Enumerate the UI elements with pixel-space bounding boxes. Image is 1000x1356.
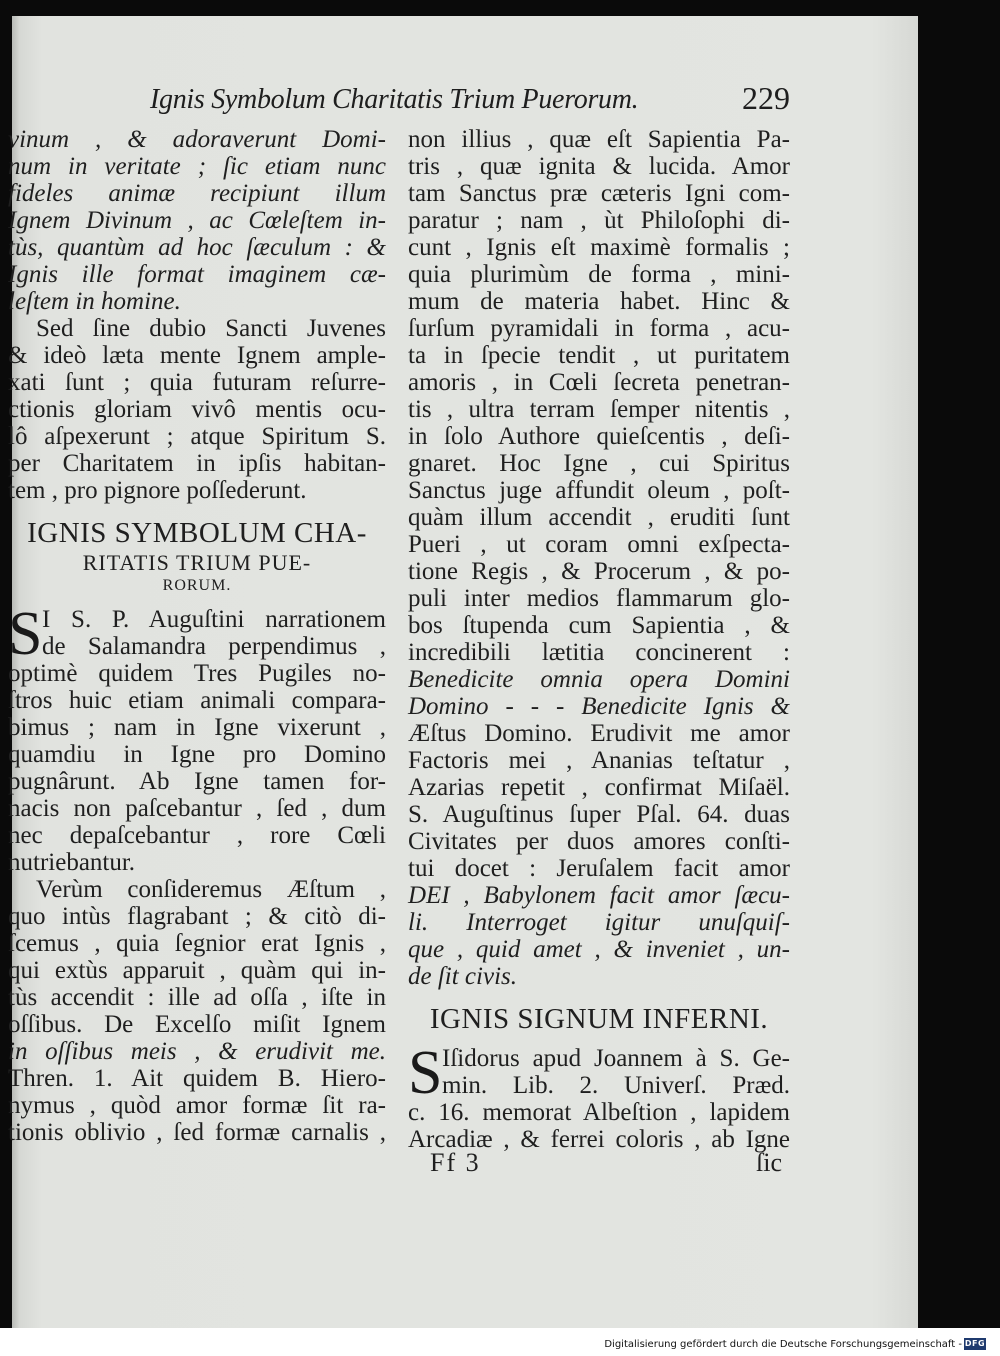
text-line: & ideò læta mente Ignem ample- [8,342,386,369]
text-line: incredibili lætitia concinerent : [408,639,790,666]
text-line: tam Sanctus præ cæteris Igni com- [408,180,790,207]
text-line: Sed ſine dubio Sancti Juvenes [36,315,386,342]
heading-line: IGNIS SYMBOLUM CHA- [27,517,367,549]
signature-mark: Ff 3 [430,1148,481,1177]
text-line: ſurſum pyramidali in forma , acu- [408,315,790,342]
left-paragraph-2 [8,315,386,504]
drop-cap: S [408,1039,443,1107]
spacer [8,596,386,606]
text-line: quàm illum accendit , eruditi ſunt [408,504,790,531]
spacer [408,1035,790,1045]
text-line: leſtem in homine. [8,288,181,315]
text-line: amoris , in Cœli ſecreta penetran- [408,369,790,396]
text-line: Thren. 1. Ait quidem B. Hiero- [8,1065,386,1092]
text-line: li. Interroget igitur unuſquiſ- [408,909,790,936]
text-line: xati ſunt ; quia futuram reſurre- [8,369,386,396]
text-line: tionis oblivio , ſed formæ carnalis , [8,1119,386,1146]
text-line: fideles animæ recipiunt illum [8,180,386,207]
text-line: nacis non paſcebantur , ſed , dum [8,795,386,822]
text-line: pugnârunt. Ab Igne tamen for- [8,768,386,795]
text-line: Ignem Divinum , ac Cœleſtem in- [8,207,386,234]
text-line: tis , ultra terram ſemper nitentis , [408,396,790,423]
running-title: Ignis Symbolum Charitatis Trium Puerorum. [150,84,639,115]
text-line: paratur ; nam , ùt Philoſophi di- [408,207,790,234]
text-line: bos ſtupenda cum Sapientia , & [408,612,790,639]
text-line: tem , pro pignore poſſederunt. [8,477,307,504]
section-heading-left [8,518,386,596]
text-line: Azarias repetit , confirmat Miſaël. [408,774,790,801]
text-line: Pueri , ut coram omni exſpecta- [408,531,790,558]
right-paragraph-2 [408,1039,790,1153]
text-line: num in veritate ; ſic etiam nunc [8,153,386,180]
text-line: bimus ; nam in Igne vixerunt , [8,714,386,741]
text-line: min. Lib. 2. Univerſ. Præd. [442,1072,790,1099]
text-line: tui docet : Jeruſalem facit amor [408,855,790,882]
text-line: Civitates per duos amores conſti- [408,828,790,855]
text-line: Iſidorus apud Joannem à S. Ge- [442,1045,790,1072]
text-line: non illius , quæ eſt Sapientia Pa- [408,126,790,153]
text-line: tione Regis , & Procerum , & po- [408,558,790,585]
page-number: 229 [742,80,790,116]
text-line: Domino - - - Benedicite Ignis & [408,693,790,720]
text-line: S. Auguſtinus ſuper Pſal. 64. duas [408,801,790,828]
text-line: vinum , & adoraverunt Domi- [8,126,386,153]
text-line: in oſſibus meis , & erudivit me. [8,1038,386,1065]
text-line: per Charitatem in ipſis habitan- [8,450,386,477]
text-line: mum de materia habet. Hinc & [408,288,790,315]
text-line: tùs accendit : ille ad oſſa , iſte in [8,984,386,1011]
catchword: ſic [756,1148,782,1177]
text-line: Ignis ille format imaginem cæ- [8,261,386,288]
text-line: de Salamandra perpendimus , [42,633,386,660]
text-line: tùs, quantùm ad hoc ſæculum : & [8,234,386,261]
text-line: I S. P. Auguſtini narrationem [42,606,386,633]
text-line: quamdiu in Igne pro Domino [8,741,386,768]
text-line: nec depaſcebantur , rore Cœli [8,822,386,849]
text-line: ſtros huic etiam animali compara- [8,687,386,714]
dfg-logo-icon: DFG [964,1339,986,1348]
text-line: nymus , quòd amor formæ ſit ra- [8,1092,386,1119]
heading-line: RORUM. [162,577,232,594]
text-line: in ſolo Authore quieſcentis , deſi- [408,423,790,450]
text-line: gnaret. Hoc Igne , cui Spiritus [408,450,790,477]
text-line: puli inter medios flammarum glo- [408,585,790,612]
text-line: Sanctus juge affundit oleum , poſt- [408,477,790,504]
left-paragraph-1 [8,126,386,315]
section-heading-right [408,1004,790,1035]
text-line: Æſtus Domino. Erudivit me amor [408,720,790,747]
text-line: ctionis gloriam vivô mentis ocu- [8,396,386,423]
text-line: Benedicite omnia opera Domini [408,666,790,693]
text-line: Factoris mei , Ananias teſtatur , [408,747,790,774]
text-line: ſcemus , quia ſegnior erat Ignis , [8,930,386,957]
text-line: DEI , Babylonem facit amor ſæcu- [408,882,790,909]
right-column [408,126,790,1153]
text-line: que , quid amet , & inveniet , un- [408,936,790,963]
text-line: lô aſpexerunt ; atque Spiritum S. [8,423,386,450]
text-line: optimè quidem Tres Pugiles no- [8,660,386,687]
left-paragraph-4 [8,876,386,1146]
text-line: de ſit civis. [408,963,517,990]
left-paragraph-3 [8,600,386,876]
text-line: ta in ſpecie tendit , ut puritatem [408,342,790,369]
funding-credit: Digitalisierung gefördert durch die Deutsche Forschungsgemeinschaft - [604,1339,962,1350]
text-line: quia plurimùm de forma , mini- [408,261,790,288]
heading-line: IGNIS SIGNUM INFERNI. [429,1003,769,1035]
text-line: Verùm conſideremus Æſtum , [36,876,386,903]
heading-line: RITATIS TRIUM PUE- [82,550,312,575]
text-line: nutriebantur. [8,849,136,876]
right-paragraph-1 [408,126,790,990]
text-line: oſſibus. De Excelſo miſit Ignem [8,1011,386,1038]
text-line: tris , quæ ignita & lucida. Amor [408,153,790,180]
text-line: quo intùs flagrabant ; & citò di- [8,903,386,930]
text-line: Arcadiæ , & ferrei coloris , ab Igne [408,1126,790,1153]
spacer [408,990,790,1004]
text-line: c. 16. memorat Albeſtion , lapidem [408,1099,790,1126]
text-line: qui extùs apparuit , quàm qui in- [8,957,386,984]
text-line: cunt , Ignis eſt maximè formalis ; [408,234,790,261]
drop-cap: S [8,600,43,668]
spacer [8,504,386,518]
left-column [8,126,386,1146]
